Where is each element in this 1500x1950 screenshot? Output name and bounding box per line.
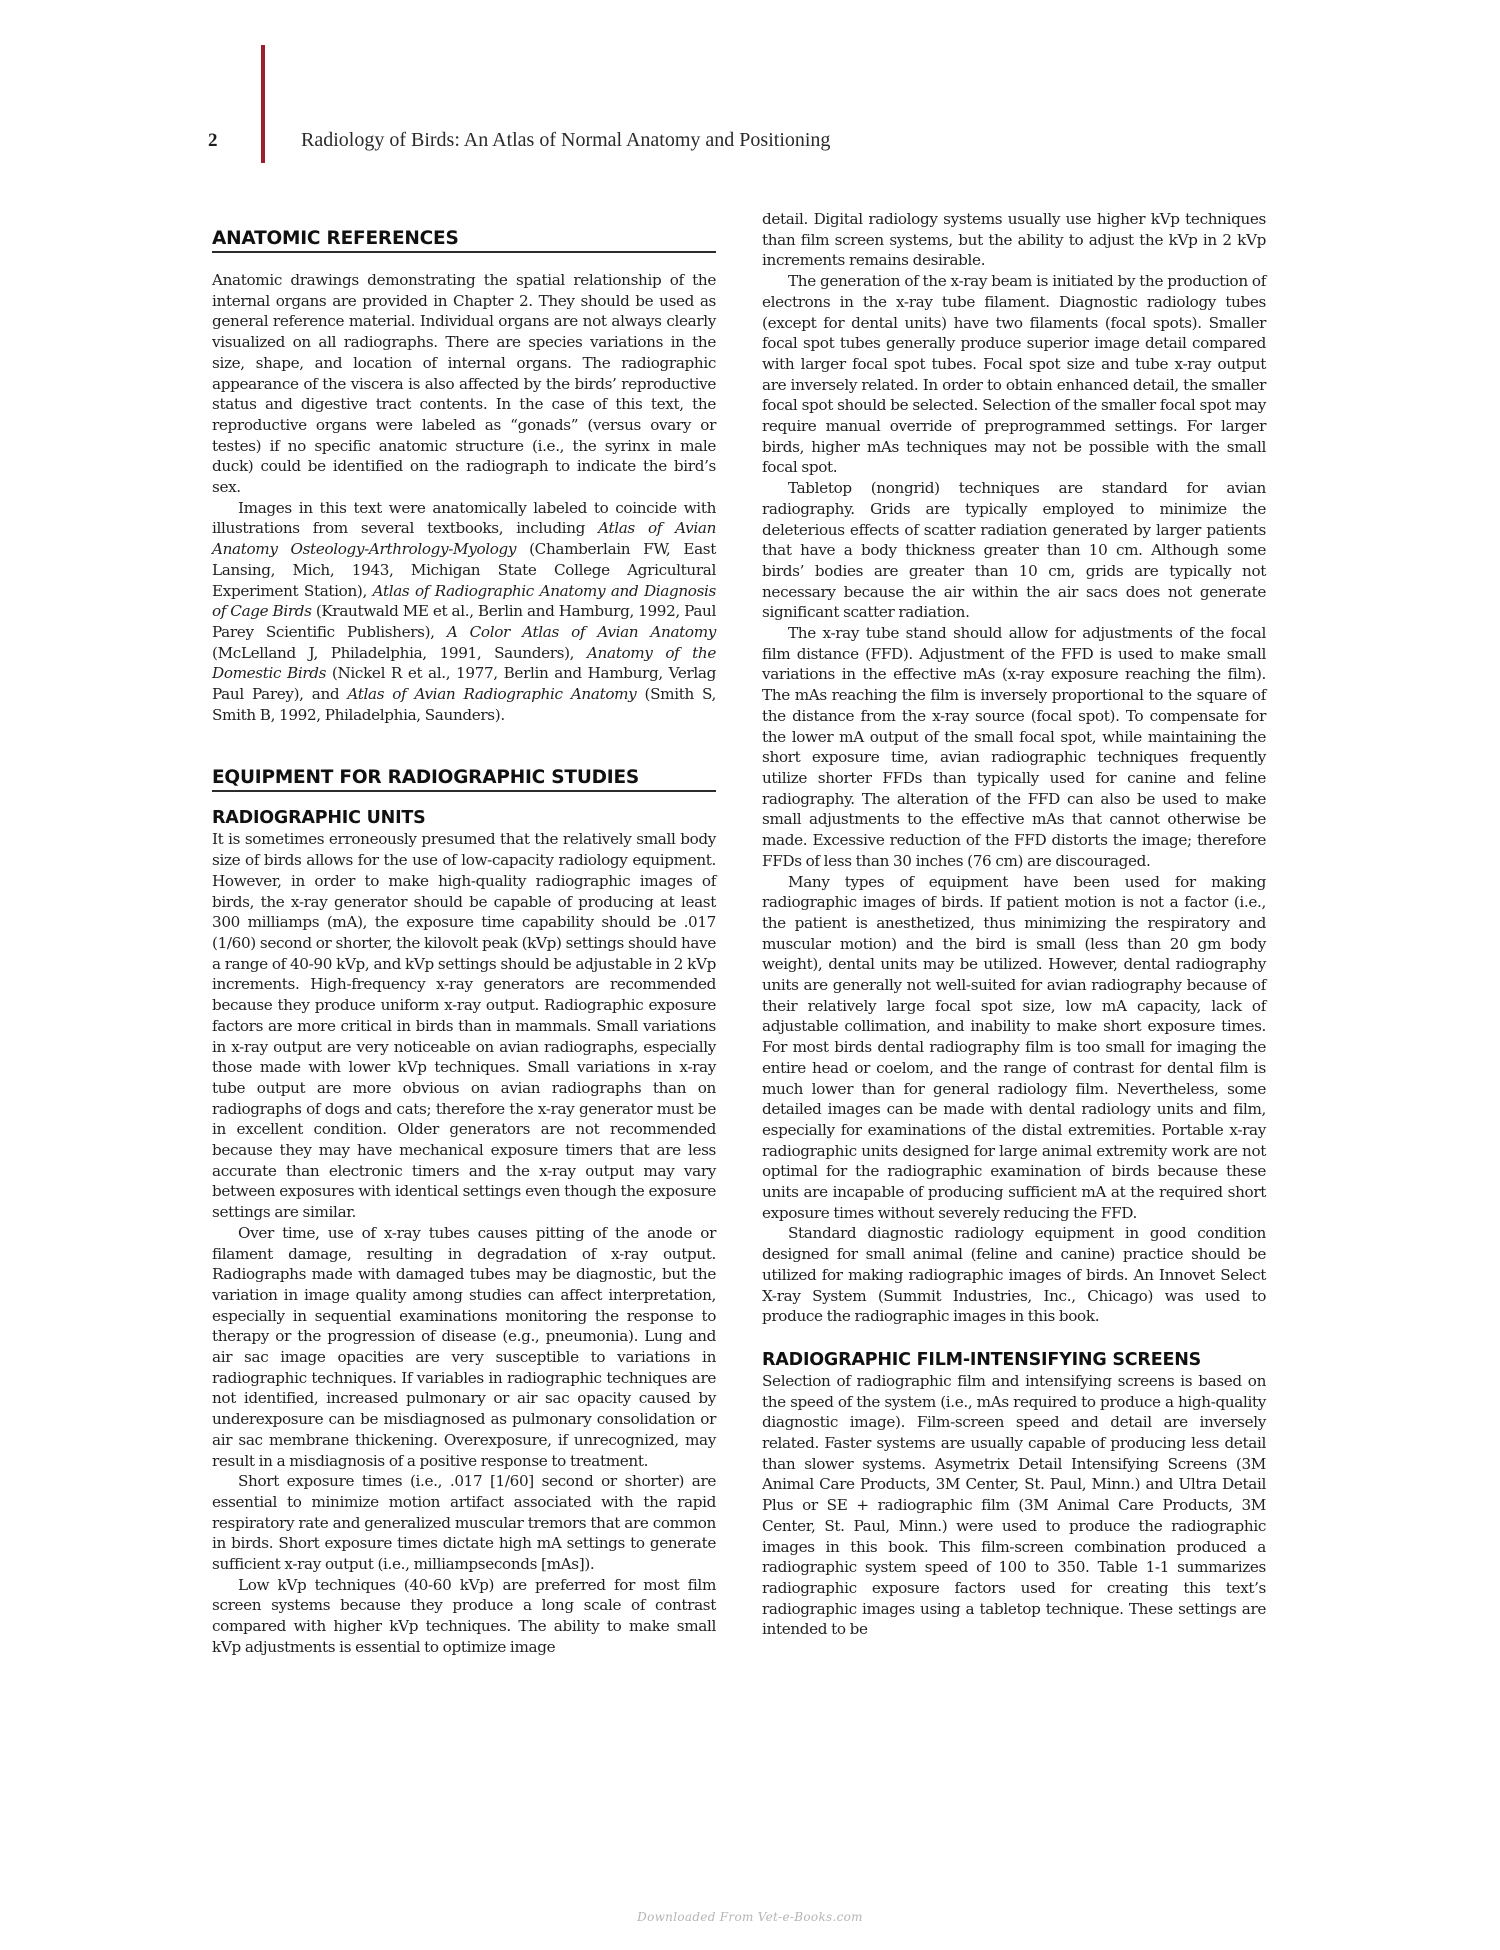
paragraph-units-8: The x-ray tube stand should allow for adjustments of the focal film distance (FFD). Adjustment of the FFD is used to make small variations in the effective mAs (x-ray exposure reaching the film). The mAs reaching the film is inversely proportional to the square of the distance from the x-ray source (focal spot). To compensate for the lower mA output of the small focal spot, while maintaining the short exposure time, avian radiographic techniques frequently utilize shorter FFDs than typically used for canine and feline radiography. The alteration of the FFD can also be used to make small adjustments to the effective mAs that cannot otherwise be made. Excessive reduction of the FFD distorts the image; therefore FFDs of less than 30 inches (76 cm) are discouraged. [762, 624, 1266, 870]
paragraph-units-4: Low kVp techniques (40-60 kVp) are preferred for most film screen systems because they produce a long scale of contrast compared with higher kVp techniques. The ability to make small kVp adjustments is essential to optimize image [212, 1575, 716, 1656]
section-heading-anatomic-references: ANATOMIC REFERENCES [212, 228, 716, 253]
left-column [212, 210, 716, 1658]
paragraph-units-5: detail. Digital radiology systems usually use higher kVp techniques than film screen systems, but the ability to adjust the kVp in 2 kVp increments remains desirable. [762, 210, 1266, 270]
paragraph-anatomic-1: Anatomic drawings demonstrating the spatial relationship of the internal organs are provided in Chapter 2. They should be used as general reference material. Individual organs are not always clearly visualized on all radiographs. There are species variations in the size, shape, and location of internal organs. The radiographic appearance of the viscera is also affected by the birds’ reproductive status and digestive tract contents. In the case of this text, the reproductive organs were labeled as “gonads” (versus ovary or testes) if no specific anatomic structure (i.e., the syrinx in male duck) could be identified on the radiograph to indicate the bird’s sex. [212, 271, 716, 497]
page-number: 2 [208, 130, 218, 151]
book-title-italic: Atlas of Avian Anatomy Osteology-Arthrology-Myology [212, 519, 717, 559]
subheading-radiographic-units: RADIOGRAPHIC UNITS [212, 808, 426, 829]
download-watermark: Downloaded From Vet-e-Books.com [637, 1910, 863, 1924]
book-title-italic: Anatomy of the Domestic Birds [212, 643, 716, 683]
paragraph-screens-1: Selection of radiographic film and intensifying screens is based on the speed of the system (i.e., mAs required to produce a high-quality diagnostic image). Film-screen speed and detail are inversely related. Faster systems are usually capable of producing less detail than slower systems. Asymetrix Detail Intensifying Screens (3M Animal Care Products, 3M Center, St. Paul, Minn.) and Ultra Detail Plus or SE + radiographic film (3M Animal Care Products, 3M Center, St. Paul, Minn.) were used to produce the radiographic images in this book. This film-screen combination produced a radiographic system speed of 100 to 350. Table 1-1 summarizes radiographic exposure factors used for creating this text’s radiographic images using a tabletop technique. These settings are intended to be [762, 1371, 1266, 1639]
right-column [762, 209, 1266, 1640]
book-title-italic: Atlas of Avian Radiographic Anatomy [347, 685, 637, 704]
section-heading-equipment: EQUIPMENT FOR RADIOGRAPHIC STUDIES [212, 767, 716, 792]
book-title-italic: Atlas of Radiographic Anatomy and Diagnosis of Cage Birds [212, 581, 716, 621]
paragraph-units-10: Standard diagnostic radiology equipment in good condition designed for small animal (feline and canine) practice should be utilized for making radiographic images of birds. An Innovet Select X-ray System (Summit Industries, Inc., Chicago) was used to produce the radiographic images in this book. [762, 1224, 1266, 1326]
paragraph-units-7: Tabletop (nongrid) techniques are standard for avian radiography. Grids are typically employed to minimize the deleterious effects of scatter radiation generated by larger patients that have a body thickness greater than 10 cm. Although some birds’ bodies are greater than 10 cm, grids are typically not necessary because the air within the air sacs does not generate significant scatter radiation. [762, 479, 1266, 622]
paragraph-units-3: Short exposure times (i.e., .017 [1/60] second or shorter) are essential to minimize motion artifact associated with the rapid respiratory rate and generalized muscular tremors that are common in birds. Short exposure times dictate high mA settings to generate sufficient x-ray output (i.e., milliampseconds [mAs]). [212, 1472, 716, 1574]
running-title: Radiology of Birds: An Atlas of Normal Anatomy and Positioning [301, 129, 831, 151]
paragraph-anatomic-2: Images in this text were anatomically labeled to coincide with illustrations from several textbooks, including Atlas of Avian Anatomy Osteology-Arthrology-Myology (Chamberlain FW, East Lansing, Mich, 1943, Michigan State College Agricultural Experiment Station), Atlas of Radiographic Anatomy and Diagnosis of Cage Birds (Krautwald ME et al., Berlin and Hamburg, 1992, Paul Parey Scientific Publishers), A Color Atlas of Avian Anatomy (McLelland J, Philadelphia, 1991, Saunders), Anatomy of the Domestic Birds (Nickel R et al., 1977, Berlin and Hamburg, Verlag Paul Parey), and Atlas of Avian Radiographic Anatomy (Smith S, Smith B, 1992, Philadelphia, Saunders). [212, 498, 717, 724]
subheading-film-intensifying-screens: RADIOGRAPHIC FILM-INTENSIFYING SCREENS [762, 1349, 1202, 1370]
book-title-italic: A Color Atlas of Avian Anatomy [446, 622, 716, 641]
header-accent-rule [261, 45, 265, 163]
paragraph-units-1: It is sometimes erroneously presumed that the relatively small body size of birds allows for the use of low-capacity radiology equipment. However, in order to make high-quality radiographic images of birds, the x-ray generator should be capable of producing at least 300 milliamps (mA), the exposure time capability should be .017 (1/60) second or shorter, the kilovolt peak (kVp) settings should have a range of 40-90 kVp, and kVp settings should be adjustable in 2 kVp increments. High-frequency x-ray generators are recommended because they produce uniform x-ray output. Radiographic exposure factors are more critical in birds than in mammals. Small variations in x-ray output are very noticeable on avian radiographs, especially those made with lower kVp techniques. Small variations in x-ray tube output are more obvious on avian radiographs than on radiographs of dogs and cats; therefore the x-ray generator must be in excellent condition. Older generators are not recommended because they may have mechanical exposure timers that are less accurate than electronic timers and the x-ray output may vary between exposures with identical settings even though the exposure settings are similar. [212, 830, 716, 1222]
paragraph-units-9: Many types of equipment have been used for making radiographic images of birds. If patient motion is not a factor (i.e., the patient is anesthetized, thus minimizing the respiratory and muscular motion) and the bird is small (less than 20 gm body weight), dental units may be utilized. However, dental radiography units are generally not well-suited for avian radiography because of their relatively large focal spot size, low mA capacity, lack of adjustable collimation, and inability to make short exposure times. For most birds dental radiography film is too small for imaging the entire head or coelom, and the range of contrast for dental film is much lower than for general radiology film. Nevertheless, some detailed images can be made with dental radiology units and film, especially for examinations of the distal extremities. Portable x-ray radiographic units designed for large animal extremity work are not optimal for the radiographic examination of birds because these units are incapable of producing sufficient mA at the required short exposure times without severely reducing the FFD. [762, 872, 1266, 1222]
paragraph-units-2: Over time, use of x-ray tubes causes pitting of the anode or filament damage, resulting in degradation of x-ray output. Radiographs made with damaged tubes may be diagnostic, but the variation in image quality among studies can affect interpretation, especially in sequential examinations monitoring the response to therapy or the progression of disease (e.g., pneumonia). Lung and air sac image opacities are very susceptible to variations in radiographic techniques. If variables in radiographic techniques are not identified, increased pulmonary or air sac opacity caused by underexposure can be misdiagnosed as pulmonary consolidation or air sac membrane thickening. Overexposure, if unrecognized, may result in a misdiagnosis of a positive response to treatment. [212, 1223, 716, 1470]
paragraph-units-6: The generation of the x-ray beam is initiated by the production of electrons in the x-ray tube filament. Diagnostic radiology tubes (except for dental units) have two filaments (focal spots). Smaller focal spot tubes generally produce superior image detail compared with larger focal spot tubes. Focal spot size and tube x-ray output are inversely related. In order to obtain enhanced detail, the smaller focal spot should be selected. Selection of the smaller focal spot may require manual override of preprogrammed settings. For larger birds, higher mAs techniques may not be possible with the small focal spot. [762, 272, 1266, 477]
